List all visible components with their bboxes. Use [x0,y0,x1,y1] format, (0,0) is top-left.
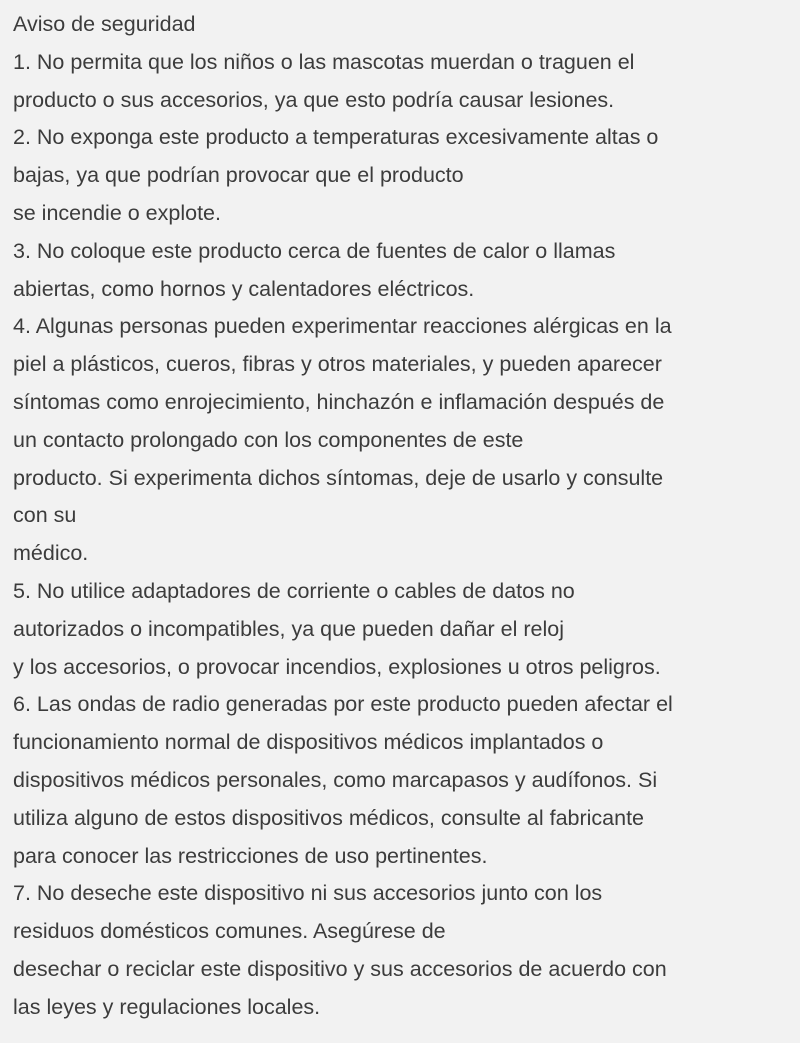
notice-line: 6. Las ondas de radio generadas por este producto pueden afectar el [13,692,673,717]
notice-line: para conocer las restricciones de uso pertinentes. [13,843,488,868]
notice-line: abiertas, como hornos y calentadores eléctricos. [13,276,475,301]
notice-line: 3. No coloque este producto cerca de fuentes de calor o llamas [13,238,616,263]
notice-line: autorizados o incompatibles, ya que pueden dañar el reloj [13,616,565,641]
notice-line: 4. Algunas personas pueden experimentar reacciones alérgicas en la [13,314,672,339]
notice-line: utiliza alguno de estos dispositivos médicos, consulte al fabricante [13,805,645,830]
notice-title: Aviso de seguridad [13,12,196,36]
notice-line: con su [13,503,77,528]
notice-line: 5. No utilice adaptadores de corriente o cables de datos no [13,578,575,603]
notice-line: médico. [13,541,89,566]
notice-line: las leyes y regulaciones locales. [13,994,321,1019]
notice-line: piel a plásticos, cueros, fibras y otros materiales, y pueden aparecer [13,352,662,377]
notice-line: bajas, ya que podrían provocar que el producto [13,163,464,188]
notice-line: producto. Si experimenta dichos síntomas, deje de usarlo y consulte [13,465,664,490]
notice-line: 7. No deseche este dispositivo ni sus accesorios junto con los [13,881,603,906]
notice-line: 2. No exponga este producto a temperaturas excesivamente altas o [13,125,659,150]
notice-line: síntomas como enrojecimiento, hinchazón e inflamación después de [13,389,665,414]
notice-line: y los accesorios, o provocar incendios, explosiones u otros peligros. [13,654,661,679]
notice-line: residuos domésticos comunes. Asegúrese de [13,919,446,944]
notice-line: 1. No permita que los niños o las mascotas muerdan o traguen el [13,49,635,74]
notice-line: funcionamiento normal de dispositivos médicos implantados o [13,730,604,755]
notice-line: producto o sus accesorios, ya que esto podría causar lesiones. [13,87,615,112]
notice-line: un contacto prolongado con los componentes de este [13,427,524,452]
notice-line: desechar o reciclar este dispositivo y sus accesorios de acuerdo con [13,956,667,981]
notice-line: se incendie o explote. [13,200,221,225]
notice-line: dispositivos médicos personales, como marcapasos y audífonos. Si [13,767,658,792]
